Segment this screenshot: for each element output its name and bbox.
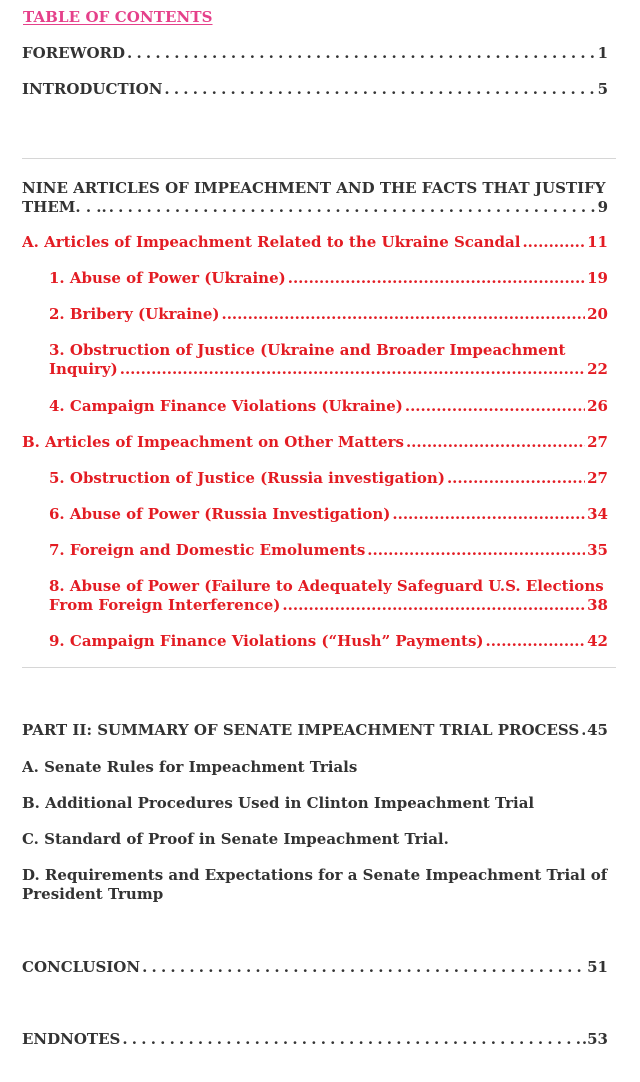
entry-label: CONCLUSION — [22, 958, 141, 976]
entry-page: 42 — [587, 632, 608, 650]
toc-entry-article-4[interactable] — [49, 397, 608, 416]
entry-label: B. Additional Procedures Used in Clinton Impeachment Trial — [22, 794, 535, 812]
entry-label: A. Senate Rules for Impeachment Trials — [22, 758, 358, 776]
toc-entry-part-d[interactable] — [22, 866, 616, 904]
entry-label: 1. Abuse of Power (Ukraine) — [49, 269, 286, 287]
toc-entry-article-3[interactable] — [49, 341, 608, 379]
toc-entry-article-7[interactable] — [49, 541, 608, 560]
entry-page: 38 — [587, 596, 608, 614]
entry-label-line1: 8. Abuse of Power (Failure to Adequately Safeguard U.S. Elections — [49, 577, 604, 595]
entry-label: 7. Foreign and Domestic Emoluments — [49, 541, 366, 559]
toc-entry-part-a[interactable] — [22, 758, 608, 777]
entry-label: C. Standard of Proof in Senate Impeachment Trial. — [22, 830, 449, 848]
entry-label: INTRODUCTION — [22, 80, 163, 98]
entry-label: 4. Campaign Finance Violations (Ukraine) — [49, 397, 403, 415]
entry-page: 27 — [587, 469, 608, 487]
toc-entry-article-5[interactable] — [49, 469, 608, 488]
toc-entry-article-8[interactable] — [49, 577, 608, 615]
entry-label: A. Articles of Impeachment Related to the Ukraine Scandal — [22, 233, 521, 251]
entry-page: 20 — [587, 305, 608, 323]
entry-page: 45 — [587, 721, 608, 739]
toc-entry-article-9[interactable] — [49, 632, 608, 651]
entry-page: 11 — [587, 233, 608, 251]
entry-page: 9 — [597, 198, 608, 216]
entry-page: .53 — [581, 1030, 608, 1048]
entry-label-line1: D. Requirements and Expectations for a Senate Impeachment Trial of — [22, 866, 608, 884]
toc-entry-section-b[interactable] — [22, 433, 608, 452]
toc-entry-article-1[interactable] — [49, 269, 608, 288]
entry-page: 27 — [587, 433, 608, 451]
toc-entry-introduction[interactable] — [22, 80, 608, 99]
entry-page: 35 — [587, 541, 608, 559]
entry-page: 26 — [587, 397, 608, 415]
toc-entry-article-6[interactable] — [49, 505, 608, 524]
entry-page: 5 — [597, 80, 608, 98]
entry-label: B. Articles of Impeachment on Other Matters — [22, 433, 404, 451]
entry-label: FOREWORD — [22, 44, 126, 62]
toc-entry-conclusion[interactable] — [22, 958, 608, 977]
toc-entry-article-2[interactable] — [49, 305, 608, 324]
toc-heading[interactable]: TABLE OF CONTENTS — [23, 8, 213, 26]
entry-label: ENDNOTES — [22, 1030, 121, 1048]
entry-label-line1: NINE ARTICLES OF IMPEACHMENT AND THE FACTS THAT JUSTIFY — [22, 179, 606, 197]
entry-label: PART II: SUMMARY OF SENATE IMPEACHMENT TRIAL PROCESS — [22, 721, 580, 739]
toc-entry-part-c[interactable] — [22, 830, 608, 849]
entry-label: 9. Campaign Finance Violations (“Hush” Payments) — [49, 632, 484, 650]
toc-entry-part-b[interactable] — [22, 794, 608, 813]
entry-page: 19 — [587, 269, 608, 287]
entry-label: 6. Abuse of Power (Russia Investigation) — [49, 505, 391, 523]
toc-entry-nine-articles[interactable] — [22, 179, 608, 217]
entry-page: 34 — [587, 505, 608, 523]
toc-entry-foreword[interactable] — [22, 44, 608, 63]
entry-label: 5. Obstruction of Justice (Russia investigation) — [49, 469, 445, 487]
section-divider — [22, 667, 616, 668]
entry-label-line1: 3. Obstruction of Justice (Ukraine and Broader Impeachment — [49, 341, 566, 359]
entry-page: 51 — [587, 958, 608, 976]
toc-entry-endnotes[interactable] — [22, 1030, 608, 1049]
toc-entry-part-ii[interactable] — [22, 721, 608, 740]
entry-label-line2: From Foreign Interference) — [49, 596, 281, 614]
entry-label: 2. Bribery (Ukraine) — [49, 305, 220, 323]
entry-label-line2: THEM. . .. — [22, 198, 107, 216]
toc-entry-section-a[interactable] — [22, 233, 608, 252]
entry-page: 1 — [597, 44, 608, 62]
entry-page: 22 — [587, 360, 608, 378]
entry-label-line2: Inquiry) — [49, 360, 118, 378]
entry-label-line2: President Trump — [22, 885, 164, 903]
section-divider — [22, 158, 616, 159]
